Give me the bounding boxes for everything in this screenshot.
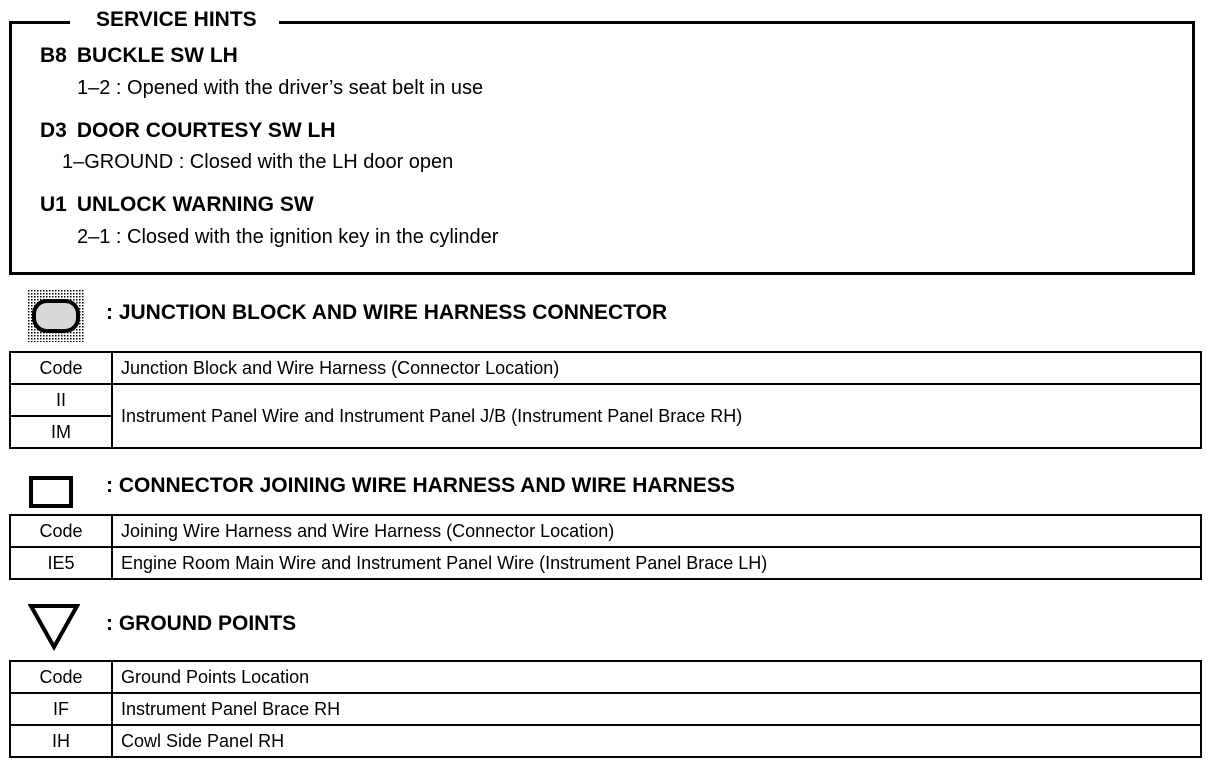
switch-name: DOOR COURTESY SW LH <box>76 119 336 142</box>
service-hints-title: SERVICE HINTS <box>70 6 279 34</box>
connector-joining-table <box>9 514 1202 580</box>
column-header-code: Code <box>10 661 112 693</box>
connector-joining-title: : CONNECTOR JOINING WIRE HARNESS AND WIRE HARNESS <box>106 474 735 497</box>
ground-points-title: : GROUND POINTS <box>106 612 297 635</box>
switch-name: BUCKLE SW LH <box>76 44 238 67</box>
location-cell: Engine Room Main Wire and Instrument Panel Wire (Instrument Panel Brace LH) <box>112 547 1201 579</box>
table-header-row <box>10 352 1201 384</box>
switch-detail: 1–2 : Opened with the driver’s seat belt in use <box>77 77 484 99</box>
column-header-code: Code <box>10 515 112 547</box>
code-cell: IM <box>10 416 112 448</box>
switch-code: U1 <box>40 193 67 216</box>
column-header-description: Ground Points Location <box>112 661 1201 693</box>
junction-block-title: : JUNCTION BLOCK AND WIRE HARNESS CONNECTOR <box>106 301 668 324</box>
switch-heading-d3 <box>40 118 335 144</box>
switch-detail: 1–GROUND : Closed with the LH door open <box>62 151 454 173</box>
column-header-description: Junction Block and Wire Harness (Connector Location) <box>112 352 1201 384</box>
switch-code: D3 <box>40 119 67 142</box>
switch-heading-u1 <box>40 192 314 218</box>
location-cell: Instrument Panel Brace RH <box>112 693 1201 725</box>
ground-triangle-icon <box>28 603 80 651</box>
switch-heading-b8 <box>40 43 238 69</box>
table-row <box>10 725 1201 757</box>
code-cell: II <box>10 384 112 416</box>
switch-name: UNLOCK WARNING SW <box>76 193 314 216</box>
table-row <box>10 547 1201 579</box>
code-cell: IH <box>10 725 112 757</box>
switch-code: B8 <box>40 44 67 67</box>
code-cell: IE5 <box>10 547 112 579</box>
switch-detail: 2–1 : Closed with the ignition key in the cylinder <box>77 226 499 248</box>
column-header-code: Code <box>10 352 112 384</box>
code-cell: IF <box>10 693 112 725</box>
table-header-row <box>10 661 1201 693</box>
junction-block-table <box>9 351 1202 449</box>
connector-icon <box>29 476 73 508</box>
table-header-row <box>10 515 1201 547</box>
location-cell: Cowl Side Panel RH <box>112 725 1201 757</box>
table-row <box>10 693 1201 725</box>
table-row <box>10 384 1201 416</box>
location-cell: Instrument Panel Wire and Instrument Panel J/B (Instrument Panel Brace RH) <box>112 384 1201 448</box>
column-header-description: Joining Wire Harness and Wire Harness (Connector Location) <box>112 515 1201 547</box>
junction-block-icon <box>28 290 84 342</box>
ground-points-table <box>9 660 1202 758</box>
